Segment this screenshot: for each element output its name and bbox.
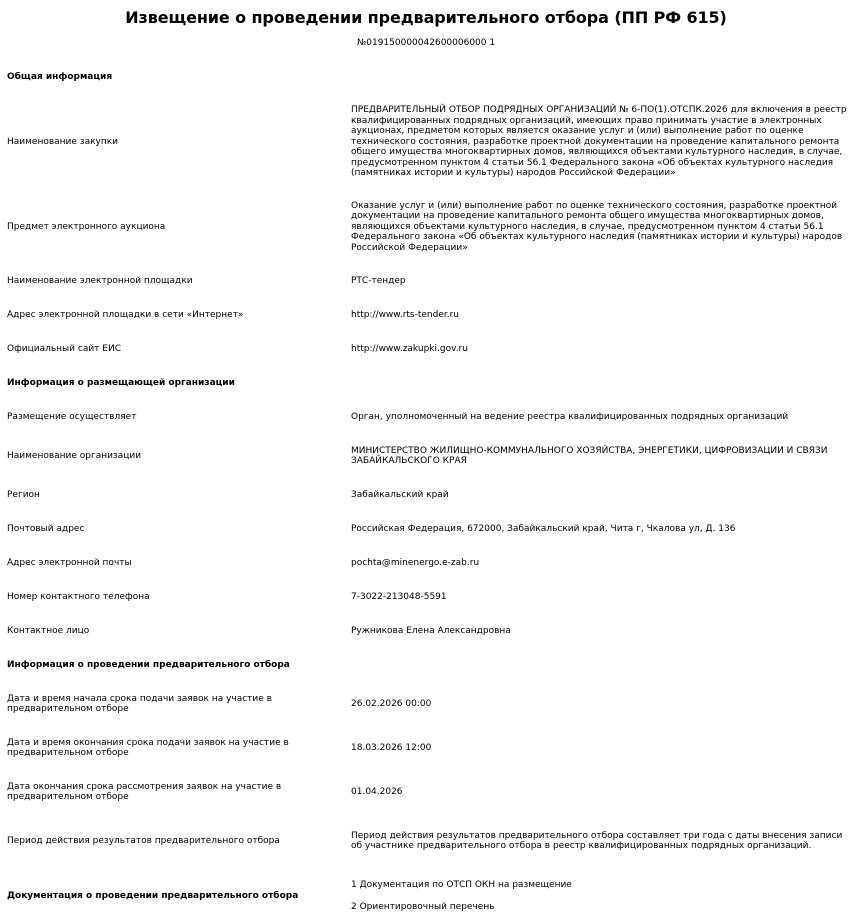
row-end-date [7, 726, 847, 770]
platform-name-label: Наименование электронной площадки [7, 275, 193, 286]
row-auction-subject [7, 190, 847, 264]
eis-site-label: Официальный сайт ЕИС [7, 343, 121, 354]
review-date-label: Дата окончания срока рассмотрения заявок на участие в предварительном отборе [7, 781, 282, 802]
platform-url-label: Адрес электронной площадки в сети «Интернет» [7, 309, 244, 320]
auction-subject-label: Предмет электронного аукциона [7, 221, 166, 232]
document-link[interactable]: 2 Ориентировочный перечень [351, 902, 495, 912]
row-postal-address [7, 512, 847, 546]
end-date-value: 18.03.2026 12:00 [351, 742, 432, 753]
results-period-label: Период действия результатов предварительного отбора [7, 835, 280, 846]
email-value: pochta@minenergo.e-zab.ru [351, 557, 480, 568]
placement-value: Орган, уполномоченный на ведение реестра квалифицированных подрядных организаций [351, 411, 789, 422]
row-documentation [7, 868, 847, 924]
page-title: Извещение о проведении предварительного отбора (ПП РФ 615) [125, 8, 727, 27]
section-general-title: Общая информация [7, 71, 113, 82]
document-link[interactable]: 1 Документация по ОТСП ОКН на размещение [351, 879, 572, 890]
start-date-label: Дата и время начала срока подачи заявок на участие в предварительном отборе [7, 693, 272, 714]
row-review-date [7, 770, 847, 814]
row-eis-site [7, 332, 847, 366]
documentation-label: Документация о проведении предварительного отбора [7, 890, 299, 901]
notice-number: №019150000042600006000 1 [356, 38, 496, 48]
row-platform-url [7, 298, 847, 332]
purchase-name-label: Наименование закупки [7, 136, 119, 147]
section-organization [7, 366, 847, 400]
phone-value: 7-3022-213048-5591 [351, 591, 447, 602]
contact-person-value: Ружникова Елена Александровна [351, 625, 511, 636]
documentation-list [351, 868, 847, 924]
row-region [7, 478, 847, 512]
row-platform-name [7, 264, 847, 298]
placement-label: Размещение осуществляет [7, 411, 137, 422]
postal-address-label: Почтовый адрес [7, 523, 85, 534]
org-name-label: Наименование организации [7, 450, 142, 461]
email-label: Адрес электронной почты [7, 557, 132, 568]
row-email [7, 546, 847, 580]
section-selection [7, 648, 847, 682]
row-start-date [7, 682, 847, 726]
platform-url-value[interactable]: http://www.rts-tender.ru [351, 309, 460, 320]
end-date-label: Дата и время окончания срока подачи заявок на участие в предварительном отборе [7, 737, 289, 758]
row-contact-person [7, 614, 847, 648]
auction-subject-value: Оказание услуг и (или) выполнение работ по оценке технического состояния, разработке проектной документации на проведение капитального ремонта общего имущества многоквартирных домов, являющихся объектами культурного наследия, в случае, предусмотренном пунктом 4 статьи 56.1 Федерального закона «Об объектах культурного наследия (памятниках истории и культуры) народов Российской Федерации» [351, 200, 843, 253]
section-organization-title: Информация о размещающей организации [7, 377, 235, 388]
region-value: Забайкальский край [351, 489, 449, 500]
review-date-value: 01.04.2026 [351, 786, 403, 797]
row-phone [7, 580, 847, 614]
section-general [7, 60, 847, 94]
contact-person-label: Контактное лицо [7, 625, 90, 636]
purchase-name-value: ПРЕДВАРИТЕЛЬНЫЙ ОТБОР ПОДРЯДНЫХ ОРГАНИЗАЦИЙ № 6-ПО(1).ОТСПК.2026 для включения в реестр квалифицированных подрядных организаций, имеющих право принимать участие в электронных аукционах, предметом которых является оказание услуг и (или) выполнение работ по оценке технического состояния, разработке проектной документации на проведение капитального ремонта общего имущества многоквартирных домов, являющихся объектами культурного наследия, в случае, предусмотренном пунктом 4 статьи 56.1 Федерального закона «Об объектах культурного наследия (памятниках истории и культуры) народов Российской Федерации» [351, 105, 847, 179]
row-placement [7, 400, 847, 434]
notice-table [7, 60, 847, 924]
results-period-value: Период действия результатов предварительного отбора составляет три года с даты внесения записи об участнике предварительного отбора в реестр квалифицированных подрядных организаций. [351, 830, 843, 851]
phone-label: Номер контактного телефона [7, 591, 150, 602]
org-name-value: МИНИСТЕРСТВО ЖИЛИЩНО-КОММУНАЛЬНОГО ХОЗЯЙСТВА, ЭНЕРГЕТИКИ, ЦИФРОВИЗАЦИИ И СВЯЗИ ЗАБАЙКАЛЬСКОГО КРАЯ [351, 445, 828, 466]
eis-site-value[interactable]: http://www.zakupki.gov.ru [351, 343, 468, 354]
row-results-period [7, 814, 847, 868]
row-purchase-name [7, 94, 847, 190]
section-selection-title: Информация о проведении предварительного отбора [7, 659, 290, 670]
platform-name-value: РТС-тендер [351, 275, 406, 286]
row-org-name [7, 434, 847, 478]
postal-address-value: Российская Федерация, 672000, Забайкальский край, Чита г, Чкалова ул, Д. 136 [351, 523, 736, 534]
region-label: Регион [7, 489, 40, 500]
start-date-value: 26.02.2026 00:00 [351, 698, 432, 709]
